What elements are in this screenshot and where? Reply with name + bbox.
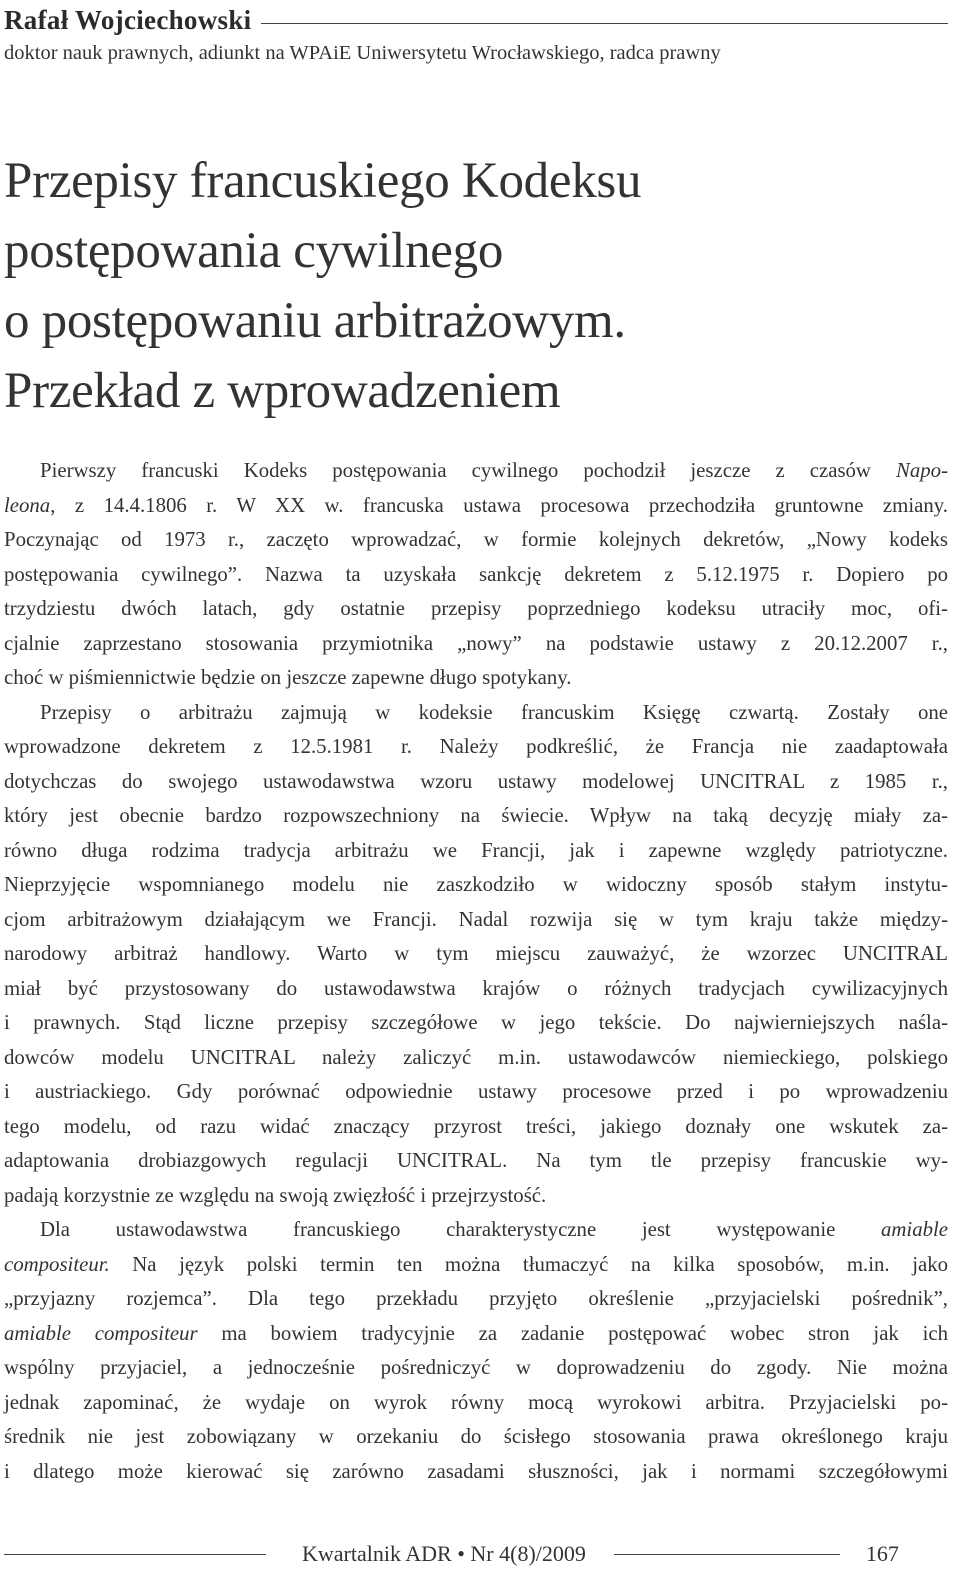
title-line: Przepisy francuskiego Kodeksu xyxy=(4,153,642,209)
body-line: Przepisy o arbitrażu zajmują w kodeksie francuskim Księgę czwartą. Zostały one xyxy=(40,700,948,724)
body-line: cjalnie zaprzestano stosowania przymiotnika „nowy” na podstawie ustawy z 20.12.2007 r., xyxy=(4,631,948,655)
body-line: leona, z 14.4.1806 r. W XX w. francuska ustawa procesowa przechodziła gruntowne zmiany. xyxy=(4,493,948,517)
title-line: postępowania cywilnego xyxy=(4,223,504,279)
body-line: jednak zapominać, że wydaje on wyrok równy mocą wyrokowi arbitra. Przyjacielski po- xyxy=(4,1390,948,1414)
author-header xyxy=(4,2,948,38)
body-line: Poczynając od 1973 r., zaczęto wprowadzać, w formie kolejnych dekretów, „Nowy kodeks xyxy=(4,528,948,551)
body-line: wprowadzone dekretem z 12.5.1981 r. Należy podkreślić, że Francja nie zaadaptowała xyxy=(4,735,948,758)
body-line: Pierwszy francuski Kodeks postępowania cywilnego pochodził jeszcze z czasów Napo- xyxy=(40,459,948,482)
body-line: miał być przystosowany do ustawodawstwa krajów o różnych tradycjach cywilizacyjnych xyxy=(4,976,948,1000)
body-line: dotychczas do swojego ustawodawstwa wzoru ustawy modelowej UNCITRAL z 1985 r., xyxy=(4,769,948,793)
body-line: Dla ustawodawstwa francuskiego charakterystyczne jest występowanie amiable xyxy=(40,1218,949,1241)
body-line: średnik nie jest zobowiązany w orzekaniu do ścisłego stosowania prawa określonego kraju xyxy=(4,1425,948,1448)
footer-rule xyxy=(614,1554,840,1555)
body-line: Nieprzyjęcie wspomnianego modelu nie zaszkodziło w widoczny sposób stałym instytu- xyxy=(4,873,948,896)
body-line: compositeur. Na język polski termin ten można tłumaczyć na kilka sposobów, m.in. jako xyxy=(4,1252,948,1276)
title-line: o postępowaniu arbitrażowym. xyxy=(4,293,626,349)
journal-title: Kwartalnik ADR • Nr 4(8)/2009 xyxy=(302,1541,586,1566)
article-title xyxy=(4,146,934,426)
body-line: dowców modelu UNCITRAL należy zaliczyć m.in. ustawodawców niemieckiego, polskiego xyxy=(4,1045,948,1069)
body-line: trzydziestu dwóch latach, gdy ostatnie przepisy poprzedniego kodeksu utraciły moc, ofi- xyxy=(4,597,948,620)
body-line: amiable compositeur ma bowiem tradycyjnie za zadanie postępować wobec stron jak ich xyxy=(4,1321,948,1345)
body-line: i dlatego może kierować się zarówno zasadami słuszności, jak i normami szczegółowymi xyxy=(4,1459,948,1483)
body-line: i austriackiego. Gdy porównać odpowiednie ustawy procesowe przed i po wprowadzeniu xyxy=(4,1080,948,1103)
header-rule xyxy=(261,23,948,24)
article-body xyxy=(4,454,948,1489)
body-line: padają korzystnie ze względu na swoją zwięzłość i przejrzystość. xyxy=(4,1183,547,1207)
body-line: i prawnych. Stąd liczne przepisy szczegółowe w jego tekście. Do najwierniejszych naśla- xyxy=(4,1011,948,1034)
title-line: Przekład z wprowadzeniem xyxy=(4,363,561,419)
body-line: który jest obecnie bardzo rozpowszechniony na świecie. Wpływ na taką decyzję miały za- xyxy=(4,804,948,827)
body-line: równo długa rodzima tradycja arbitrażu we Francji, jak i zapewne względy patriotyczne. xyxy=(4,838,948,862)
body-line: choć w piśmiennictwie będzie on jeszcze zapewne długo spotykany. xyxy=(4,666,572,689)
body-line: cjom arbitrażowym działającym we Francji. Nadal rozwija się w tym kraju także między- xyxy=(4,907,948,931)
author-name: Rafał Wojciechowski xyxy=(4,4,252,35)
body-line: „przyjazny rozjemca”. Dla tego przekładu przyjęto określenie „przyjacielski pośrednik”, xyxy=(4,1287,948,1310)
author-affiliation: doktor nauk prawnych, adiunkt na WPAiE Uniwersytetu Wrocławskiego, radca prawny xyxy=(4,42,721,64)
body-line: narodowy arbitraż handlowy. Warto w tym miejscu zauważyć, że wzorzec UNCITRAL xyxy=(4,942,948,965)
footer-rule xyxy=(4,1554,266,1555)
page-number: 167 xyxy=(865,1541,899,1566)
body-line: postępowania cywilnego”. Nazwa ta uzyskała sankcję dekretem z 5.12.1975 r. Dopiero po xyxy=(4,562,948,586)
body-line: adaptowania drobiazgowych regulacji UNCITRAL. Na tym tle przepisy francuskie wy- xyxy=(4,1149,948,1172)
page-footer xyxy=(4,1536,952,1572)
body-line: wspólny przyjaciel, a jednocześnie pośredniczyć w doprowadzeniu do zgody. Nie można xyxy=(4,1356,948,1379)
body-line: tego modelu, od razu widać znaczący przyrost treści, jakiego doznały one wskutek za- xyxy=(4,1114,948,1138)
